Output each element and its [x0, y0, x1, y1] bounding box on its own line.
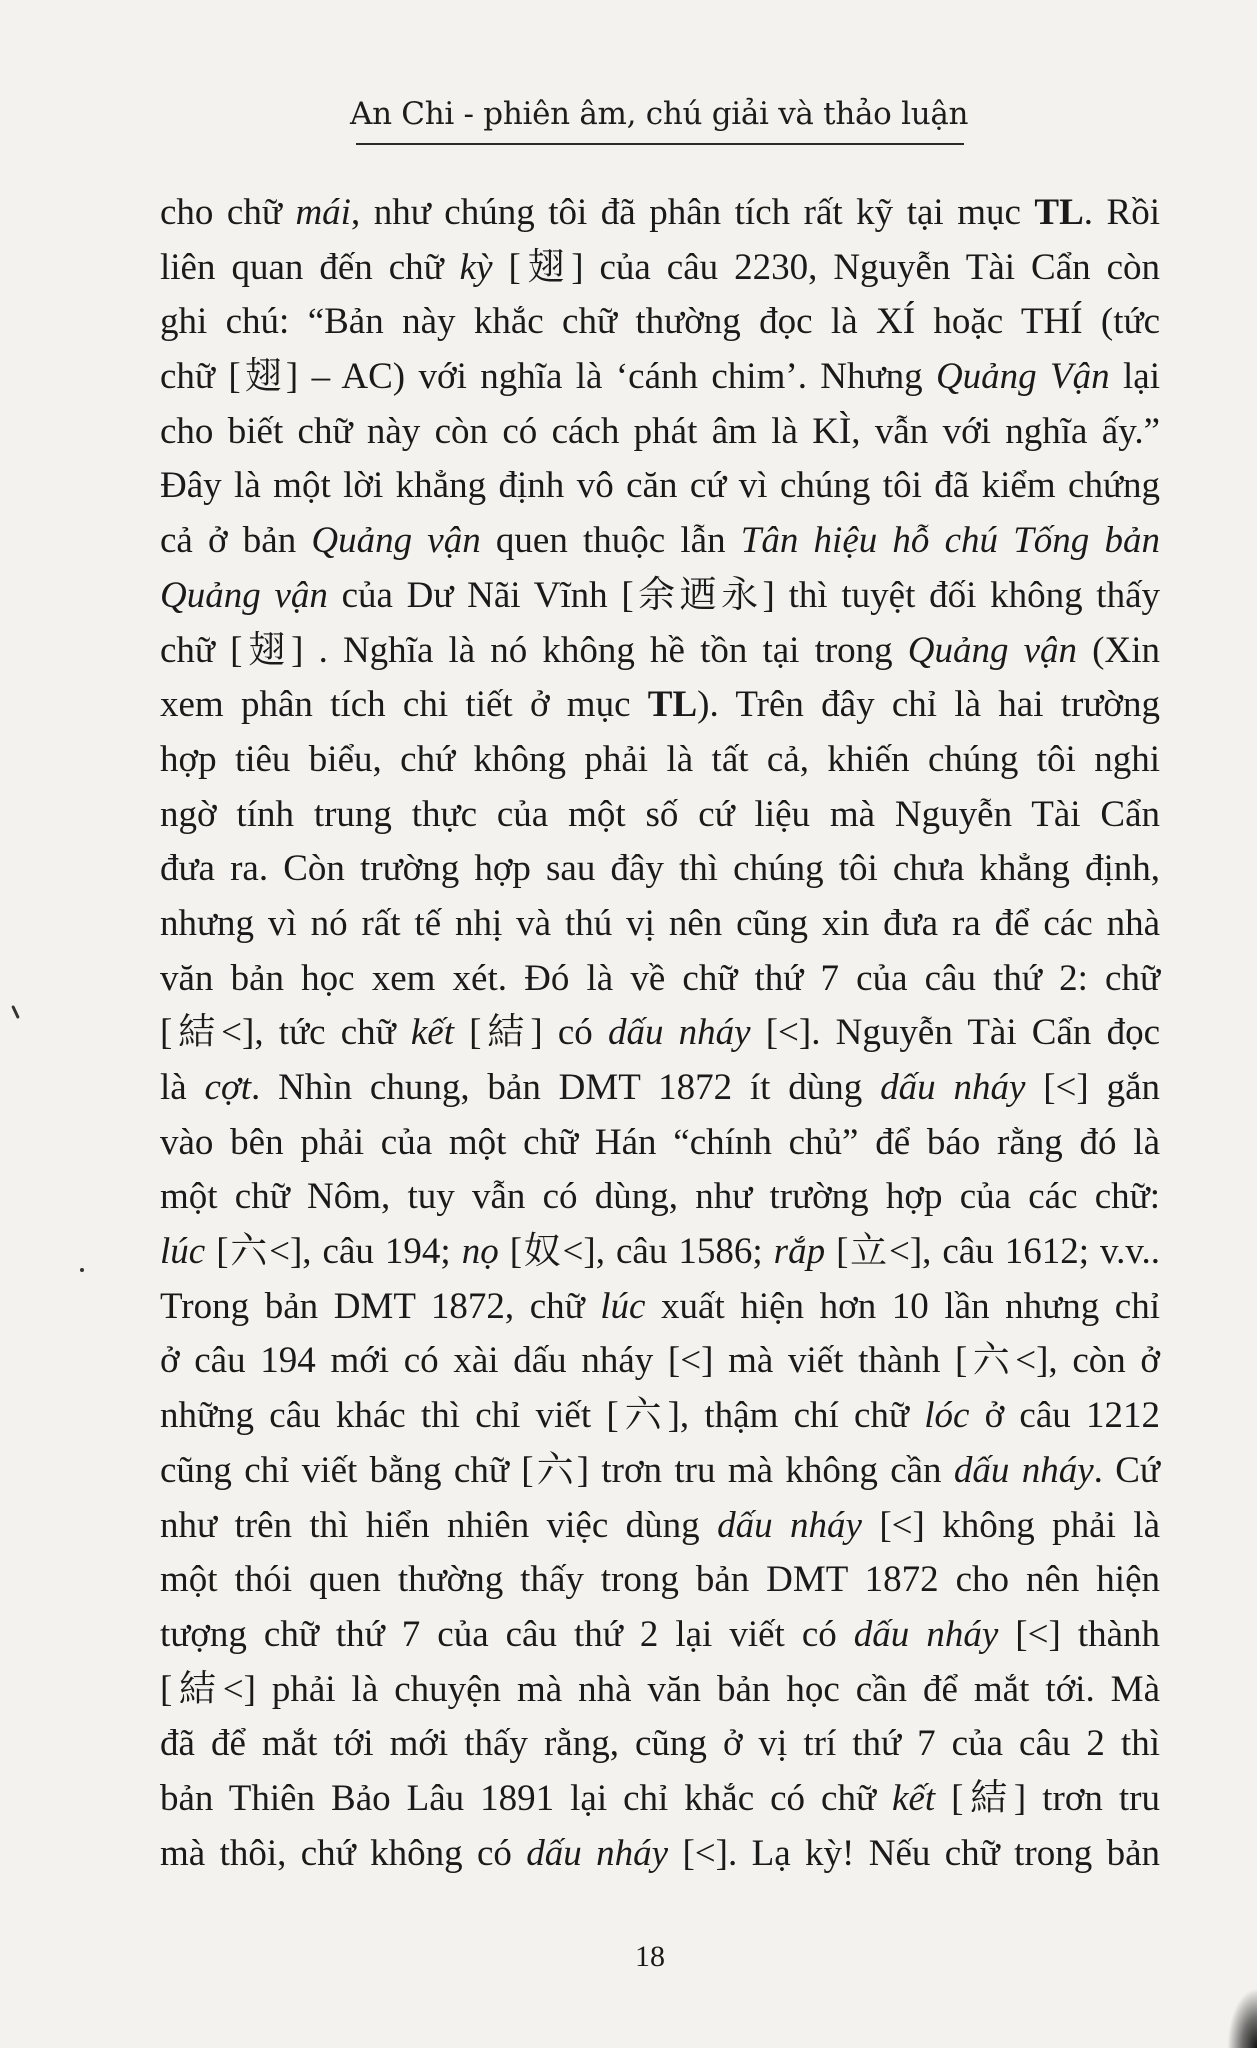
text-segment: bản Thiên Bảo Lâu 1891 lại chỉ khắc có chữ — [160, 1777, 893, 1819]
text-segment: như trên thì hiển nhiên việc dùng — [160, 1504, 718, 1546]
text-segment: dấu nháy — [853, 1613, 999, 1655]
text-segment: ngờ tính trung thực của một số cứ liệu mà Nguyễn Tài Cẩn — [160, 793, 1160, 835]
text-line — [160, 1827, 1160, 1882]
text-line — [160, 1663, 1160, 1718]
text-segment: cũng chỉ viết bằng chữ [六] trơn tru mà không cần — [160, 1449, 954, 1491]
text-segment: kết — [892, 1777, 936, 1819]
header-rule — [356, 143, 964, 145]
text-line — [160, 1608, 1160, 1663]
text-segment: ở câu 1212 — [969, 1395, 1160, 1437]
text-segment: liên quan đến chữ — [160, 246, 460, 288]
text-segment: dấu nháy — [717, 1504, 862, 1546]
text-segment: xuất hiện hơn 10 lần nhưng chỉ — [645, 1285, 1160, 1327]
text-segment: đưa ra. Còn trường hợp sau đây thì chúng tôi chưa khẳng định, — [160, 848, 1160, 890]
text-segment: [<] thành — [998, 1613, 1160, 1655]
scan-speck — [11, 1005, 20, 1019]
text-segment: [<]. Nguyễn Tài Cẩn đọc — [750, 1012, 1160, 1054]
text-segment: [結] có — [454, 1012, 608, 1054]
text-line — [160, 788, 1160, 843]
text-segment: (Xin — [1077, 629, 1160, 671]
text-segment: Quảng vận — [907, 629, 1078, 671]
body-text — [160, 186, 1160, 1881]
text-line — [160, 1225, 1160, 1280]
text-segment: ghi chú: “Bản này khắc chữ thường đọc là XÍ hoặc THÍ (tức — [160, 301, 1160, 343]
text-segment: Quảng vận — [311, 520, 481, 562]
text-segment: [結<] phải là chuyện mà nhà văn bản học cần để mắt tới. Mà — [160, 1668, 1160, 1710]
text-segment: [結] trơn tru — [935, 1777, 1160, 1819]
text-segment: [翅] của câu 2230, Nguyễn Tài Cẩn còn — [492, 246, 1160, 288]
text-segment: ở câu 194 mới có xài dấu nháy [<] mà viết thành [六<], còn ở — [160, 1340, 1160, 1382]
text-line — [160, 405, 1160, 460]
text-segment: mái — [295, 192, 351, 233]
text-segment: Trong bản DMT 1872, chữ — [160, 1285, 601, 1327]
text-segment: văn bản học xem xét. Đó là về chữ thứ 7 của câu thứ 2: chữ — [160, 957, 1160, 999]
text-segment: dấu nháy — [953, 1449, 1094, 1491]
text-segment: Đây là một lời khẳng định vô căn cứ vì chúng tôi đã kiểm chứng — [160, 465, 1160, 507]
text-segment: TL — [647, 684, 698, 726]
text-segment: quen thuộc lẫn — [480, 520, 741, 562]
page-number: 18 — [635, 1940, 665, 1973]
text-segment: chữ [翅] . Nghĩa là nó không hề tồn tại trong — [160, 629, 908, 671]
text-segment: dấu nháy — [526, 1832, 669, 1874]
scan-speck — [80, 1268, 84, 1272]
text-line — [160, 1499, 1160, 1554]
text-segment: cho chữ — [160, 192, 296, 233]
text-segment: hợp tiêu biểu, chứ không phải là tất cả, khiến chúng tôi nghi — [160, 738, 1160, 780]
text-line — [160, 1006, 1160, 1061]
text-segment: kỳ — [459, 246, 493, 288]
text-line — [160, 186, 1160, 241]
text-line — [160, 897, 1160, 952]
text-segment: [立<], câu 1612; v.v.. — [825, 1231, 1160, 1273]
text-segment: dấu nháy — [880, 1067, 1026, 1108]
text-line — [160, 842, 1160, 897]
page-corner-shadow — [1227, 1988, 1257, 2048]
text-segment: một thói quen thường thấy trong bản DMT 1872 cho nên hiện — [160, 1559, 1160, 1601]
text-segment: mà thôi, chứ không có — [160, 1832, 527, 1874]
text-segment: nọ — [461, 1231, 499, 1273]
text-segment: Quảng Vận — [935, 356, 1110, 398]
text-segment: cho biết chữ này còn có cách phát âm là KÌ, vẫn với nghĩa ấy.” — [160, 410, 1160, 452]
text-segment: lúc — [600, 1285, 646, 1327]
text-segment: kết — [410, 1012, 454, 1054]
text-segment: lại — [1109, 356, 1161, 398]
text-segment: [六<], câu 194; — [205, 1231, 462, 1273]
text-segment: là — [160, 1067, 205, 1108]
text-segment: rắp — [773, 1231, 826, 1273]
text-segment: . Nhìn chung, bản DMT 1872 ít dùng — [251, 1067, 881, 1108]
text-segment: lóc — [924, 1395, 970, 1437]
text-segment: tượng chữ thứ 7 của câu thứ 2 lại viết có — [160, 1613, 854, 1655]
text-line — [160, 1280, 1160, 1335]
text-segment: đã để mắt tới mới thấy rằng, cũng ở vị trí thứ 7 của câu 2 thì — [160, 1723, 1160, 1765]
text-segment: [<]. Lạ kỳ! Nếu chữ trong bản — [668, 1832, 1160, 1874]
text-segment: của Dư Nãi Vĩnh [余迺永] thì tuyệt đối không thấy — [327, 574, 1160, 616]
text-segment: xem phân tích chi tiết ở mục — [160, 684, 648, 726]
text-line — [160, 295, 1160, 350]
text-segment: [<] gắn — [1025, 1067, 1160, 1108]
text-line — [160, 1717, 1160, 1772]
text-line — [160, 459, 1160, 514]
text-line — [160, 1061, 1160, 1116]
text-line — [160, 1116, 1160, 1171]
text-line — [160, 514, 1160, 569]
text-segment: . Cứ — [1093, 1449, 1160, 1491]
text-segment: vào bên phải của một chữ Hán “chính chủ” để báo rằng đó là — [160, 1121, 1160, 1163]
text-segment: Tân hiệu hỗ chú Tống bản — [740, 520, 1160, 562]
text-line — [160, 624, 1160, 679]
text-segment: [結<], tức chữ — [160, 1012, 411, 1054]
text-segment: . Rồi — [1083, 192, 1160, 233]
text-segment: TL — [1034, 192, 1084, 233]
running-header: An Chi - phiên âm, chú giải và thảo luận — [350, 96, 969, 132]
text-line — [160, 241, 1160, 296]
text-line — [160, 1553, 1160, 1608]
text-segment: ). Trên đây chỉ là hai trường — [697, 684, 1160, 726]
text-segment: lúc — [160, 1231, 206, 1273]
text-line — [160, 1334, 1160, 1389]
text-segment: chữ [翅] – AC) với nghĩa là ‘cánh chim’. Nhưng — [160, 356, 936, 398]
text-line — [160, 1389, 1160, 1444]
text-segment: dấu nháy — [607, 1012, 751, 1054]
text-line — [160, 350, 1160, 405]
text-line — [160, 1772, 1160, 1827]
text-line — [160, 678, 1160, 733]
text-segment: Quảng vận — [160, 574, 328, 616]
text-segment: cả ở bản — [160, 520, 312, 562]
text-line — [160, 1170, 1160, 1225]
text-line — [160, 733, 1160, 788]
text-segment: một chữ Nôm, tuy vẫn có dùng, như trường hợp của các chữ: — [160, 1176, 1160, 1218]
text-segment: nhưng vì nó rất tế nhị và thú vị nên cũng xin đưa ra để các nhà — [160, 902, 1160, 944]
text-segment: [<] không phải là — [861, 1504, 1160, 1546]
text-segment: [奴<], câu 1586; — [498, 1231, 774, 1273]
text-line — [160, 952, 1160, 1007]
text-line — [160, 569, 1160, 624]
text-segment: , như chúng tôi đã phân tích rất kỹ tại mục — [350, 192, 1035, 233]
text-line — [160, 1444, 1160, 1499]
text-segment: cợt — [204, 1067, 251, 1108]
text-segment: những câu khác thì chỉ viết [六], thậm chí chữ — [160, 1395, 925, 1437]
